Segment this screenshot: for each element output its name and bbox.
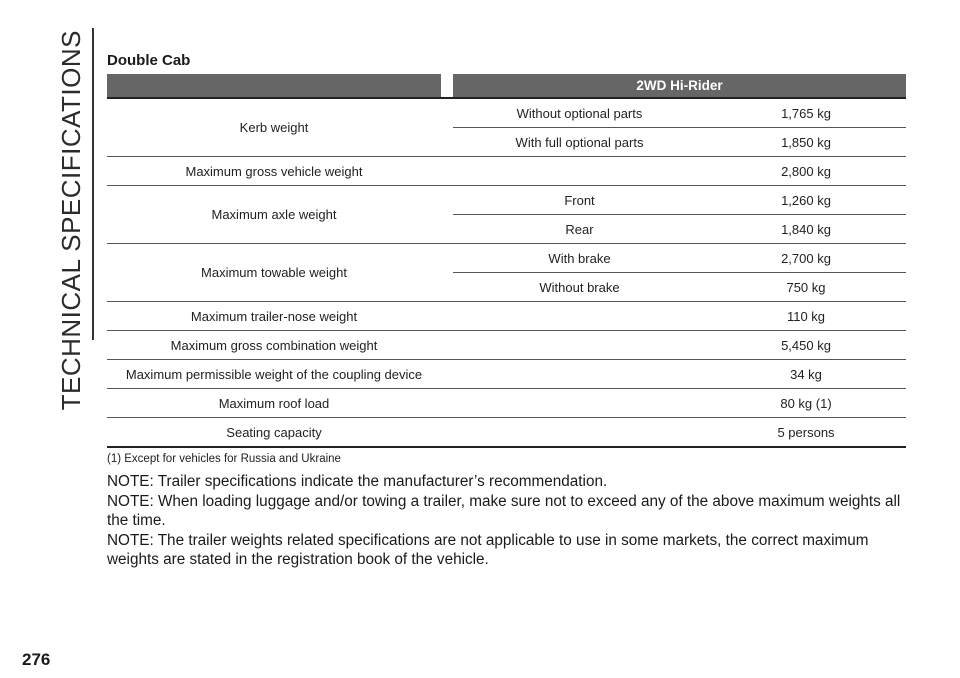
- row-value: 34 kg: [790, 366, 822, 382]
- notes: [107, 472, 907, 570]
- row-label: Maximum permissible weight of the coupling device: [125, 366, 423, 382]
- chapter-title: [46, 30, 96, 411]
- subrow-value: 750 kg: [786, 279, 826, 295]
- row-value: 2,800 kg: [781, 163, 831, 179]
- section-title: Double Cab: [107, 52, 191, 69]
- note-paragraph: NOTE: When loading luggage and/or towing a trailer, make sure not to exceed any of the above maximum weights all the time.: [107, 492, 901, 529]
- subrow-value: 2,700 kg: [781, 250, 831, 266]
- table-row: [107, 331, 906, 360]
- row-label: Maximum gross vehicle weight: [185, 163, 363, 179]
- subrow-label: Rear: [565, 221, 594, 237]
- row-value: 110 kg: [786, 308, 826, 324]
- table-subrow: [453, 99, 906, 127]
- row-label: Maximum towable weight: [201, 265, 347, 280]
- table-row: [107, 186, 906, 244]
- subrow-value: 1,840 kg: [781, 221, 831, 237]
- row-label: Kerb weight: [239, 120, 309, 135]
- chapter-divider: [92, 28, 94, 340]
- table-row: [107, 418, 906, 448]
- subrow-value: 1,260 kg: [781, 192, 831, 208]
- page-number: 276: [22, 650, 51, 669]
- table-header: [107, 74, 906, 97]
- row-value: 80 kg (1): [780, 395, 832, 411]
- header-blank-cell: [107, 74, 441, 97]
- subrow-label: Without optional parts: [516, 105, 643, 121]
- subrow-value: 1,850 kg: [781, 134, 831, 150]
- row-label: Maximum gross combination weight: [170, 337, 378, 353]
- spec-table: [107, 74, 906, 448]
- row-value: 5,450 kg: [781, 337, 831, 353]
- table-row: [107, 389, 906, 418]
- row-value: 5 persons: [777, 424, 835, 440]
- table-subrow: [453, 127, 906, 156]
- table-row: [107, 99, 906, 157]
- table-row: [107, 157, 906, 186]
- note-paragraph: NOTE: The trailer weights related specifications are not applicable to use in some markets, the correct maximum weights are stated in the registration book of the vehicle.: [107, 531, 869, 568]
- row-label: Maximum roof load: [218, 395, 330, 411]
- table-row: [107, 302, 906, 331]
- table-subrow: [453, 272, 906, 301]
- subrow-label: Without brake: [539, 279, 620, 295]
- row-label: Maximum trailer-nose weight: [190, 308, 358, 324]
- chapter-title-text: TECHNICAL SPECIFICATIONS: [55, 30, 86, 411]
- subrow-label: With brake: [548, 250, 611, 266]
- table-row: [107, 244, 906, 302]
- table-row: [107, 360, 906, 389]
- subrow-label: With full optional parts: [515, 134, 644, 150]
- table-subrow: [453, 214, 906, 243]
- header-model: 2WD Hi-Rider: [453, 74, 906, 97]
- subrow-value: 1,765 kg: [781, 105, 831, 121]
- table-subrow: [453, 186, 906, 214]
- table-subrow: [453, 244, 906, 272]
- subrow-label: Front: [564, 192, 595, 208]
- note-paragraph: NOTE: Trailer specifications indicate the manufacturer’s recommendation.: [107, 473, 608, 490]
- footnote: (1) Except for vehicles for Russia and Ukraine: [107, 453, 341, 465]
- row-label: Seating capacity: [226, 424, 322, 440]
- row-label: Maximum axle weight: [211, 207, 337, 222]
